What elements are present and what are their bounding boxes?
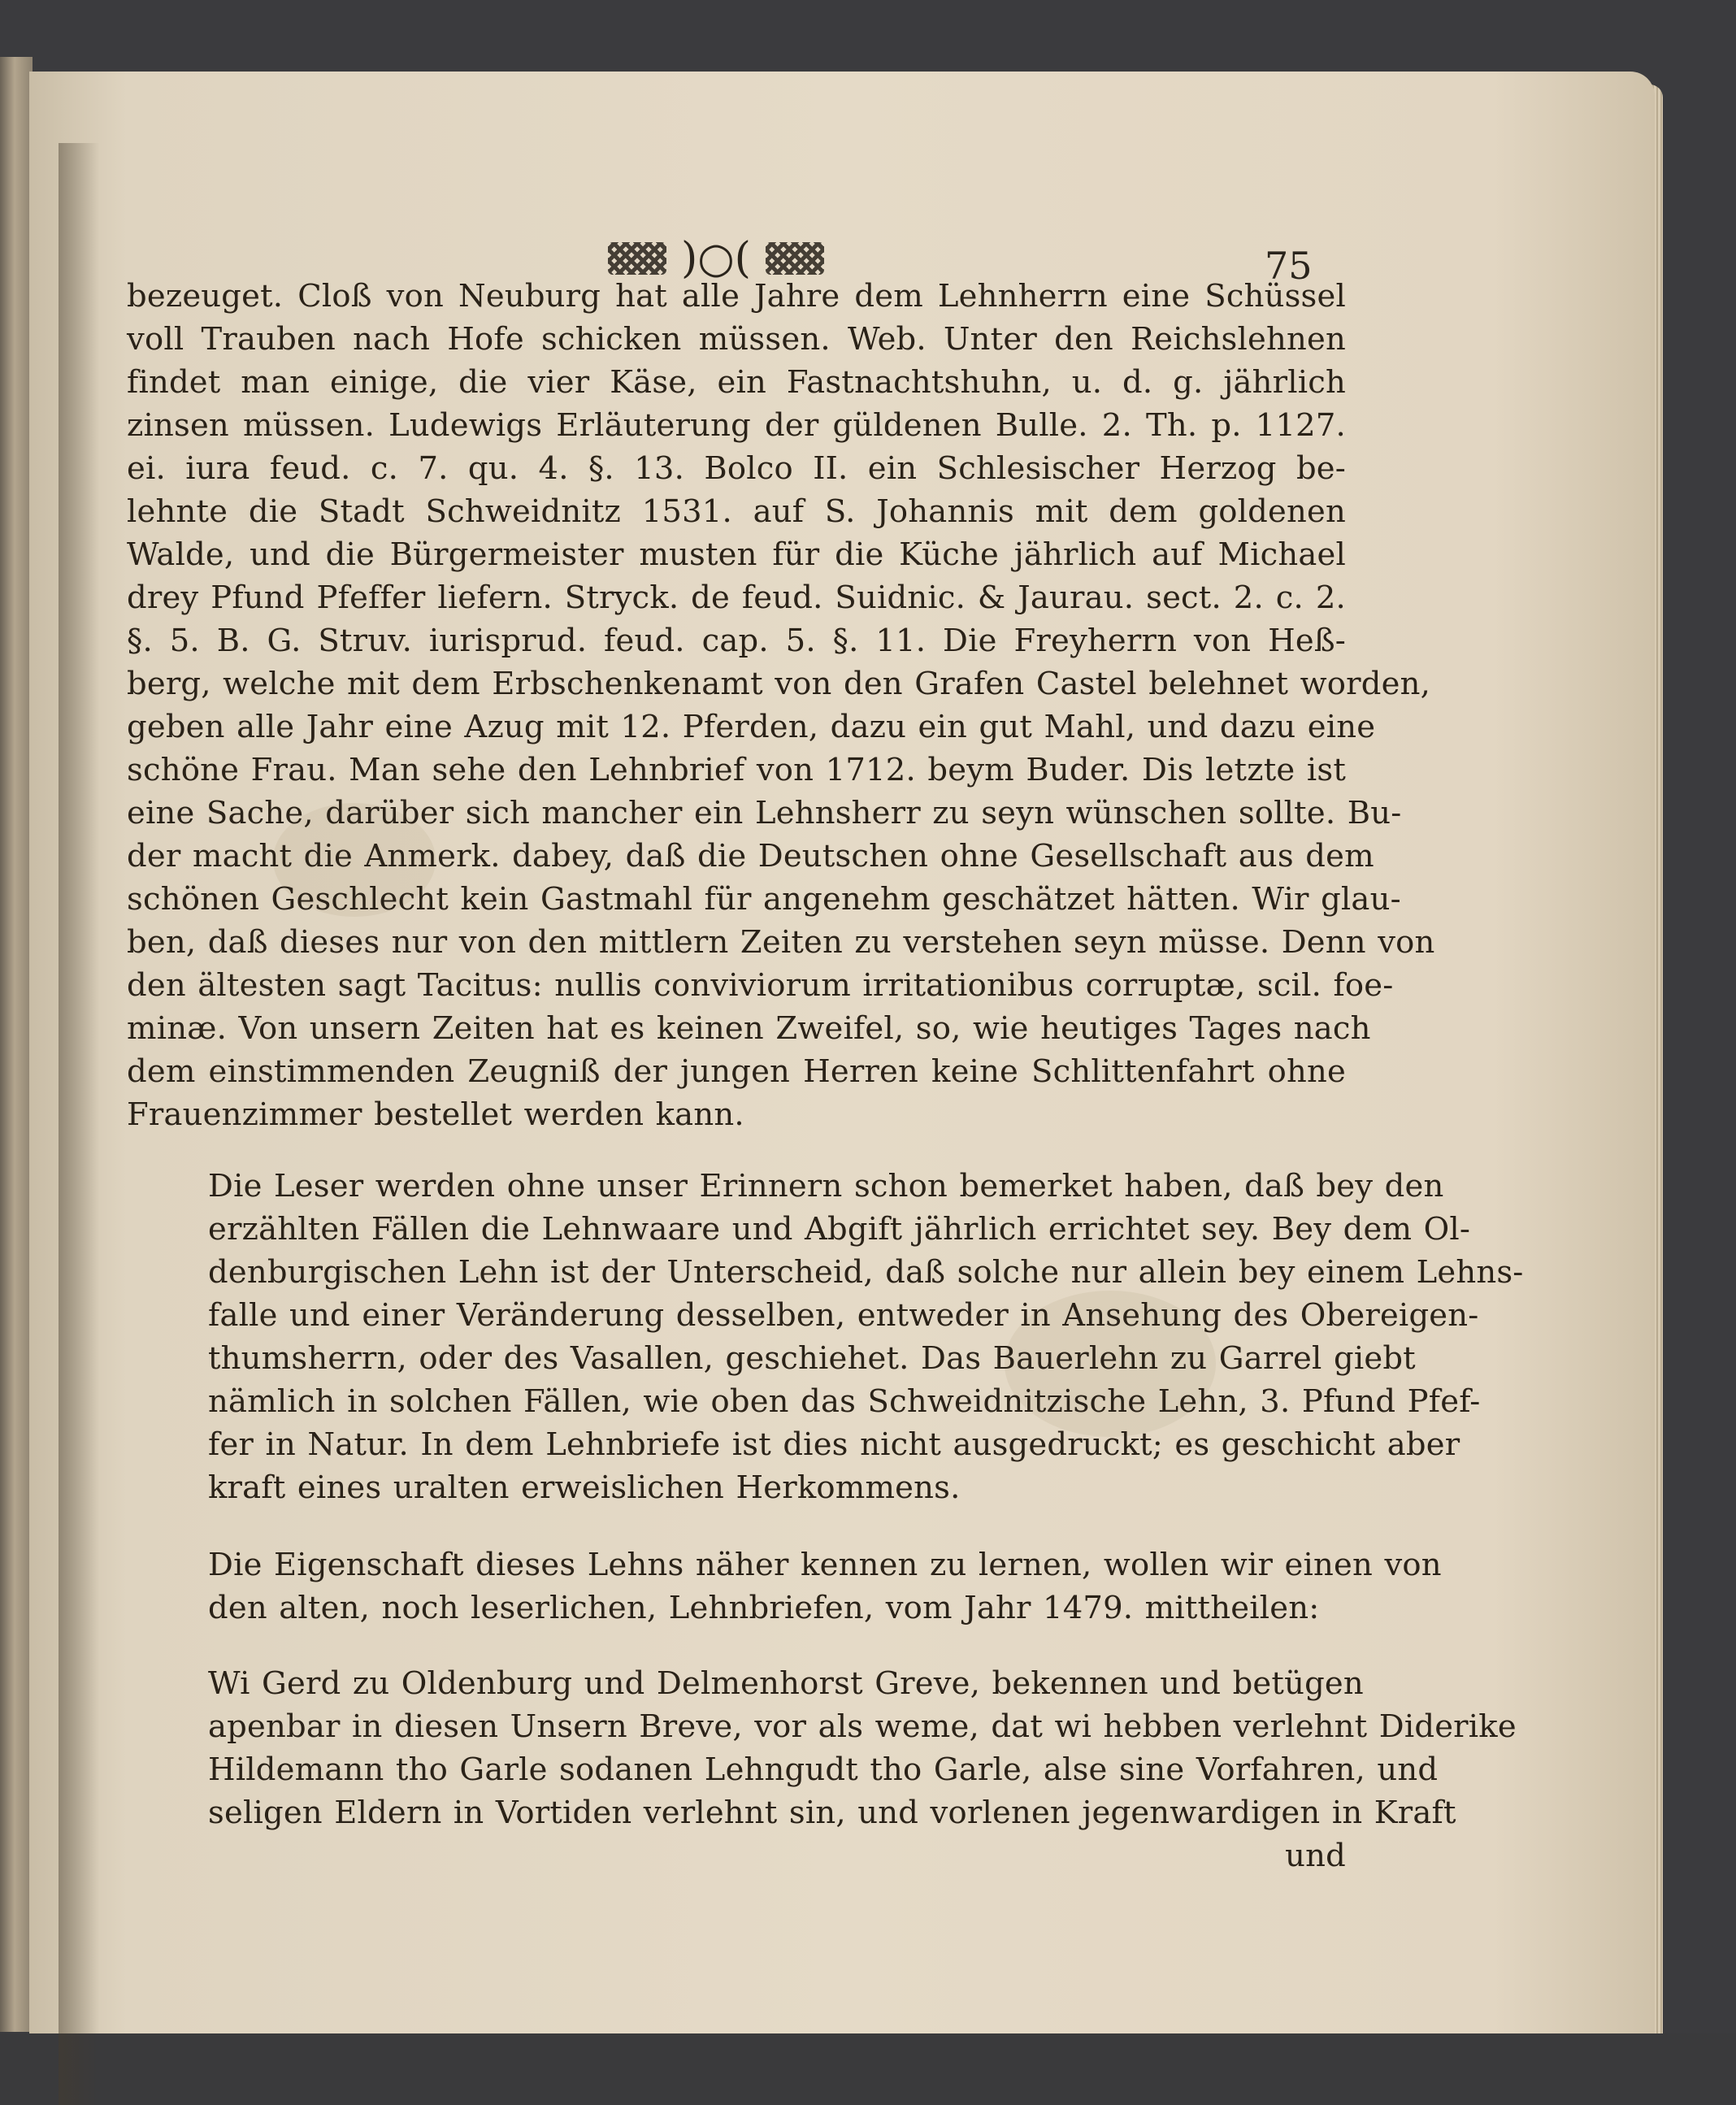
text-line: nämlich in solchen Fällen, wie oben das Schweidnitzische Lehn, 3. Pfund Pfef-	[208, 1383, 1481, 1420]
text-line: lehnte die Stadt Schweidnitz 1531. auf S. Johannis mit dem goldenen	[127, 493, 1346, 530]
text-line: bezeuget. Cloß von Neuburg hat alle Jahre dem Lehnherrn eine Schüssel	[127, 278, 1346, 315]
text-line: den alten, noch leserlichen, Lehnbriefen, vom Jahr 1479. mittheilen:	[208, 1590, 1320, 1626]
catchword: und	[1285, 1838, 1346, 1874]
text-line: minæ. Von unsern Zeiten hat es keinen Zweifel, so, wie heutiges Tages nach	[127, 1010, 1371, 1047]
text-line: Hildemann tho Garle sodanen Lehngudt tho Garle, alse sine Vorfahren, und	[208, 1751, 1439, 1788]
text-line: apenbar in diesen Unsern Breve, vor als weme, dat wi hebben verlehnt Diderike	[208, 1708, 1517, 1745]
text-line: den ältesten sagt Tacitus: nullis conviviorum irritationibus corruptæ, scil. foe-	[127, 967, 1394, 1004]
text-line: Die Eigenschaft dieses Lehns näher kennen zu lernen, wollen wir einen von	[208, 1547, 1442, 1583]
text-line: kraft eines uralten erweislichen Herkommens.	[208, 1469, 961, 1506]
text-line: fer in Natur. In dem Lehnbriefe ist dies nicht ausgedruckt; es geschicht aber	[208, 1426, 1460, 1463]
text-line: schöne Frau. Man sehe den Lehnbrief von 1712. beym Buder. Dis letzte ist	[127, 752, 1346, 788]
paragraph-4	[127, 1662, 1517, 1877]
text-line: voll Trauben nach Hofe schicken müssen. Web. Unter den Reichslehnen	[127, 321, 1346, 358]
ornament-icon	[608, 242, 666, 275]
body-text	[127, 275, 1524, 1877]
text-line: schönen Geschlecht kein Gastmahl für angenehm geschätzet hätten. Wir glau-	[127, 881, 1401, 918]
paragraph-1	[127, 275, 1435, 1136]
text-line: seligen Eldern in Vortiden verlehnt sin, und vorlenen jegenwardigen in Kraft	[208, 1795, 1456, 1831]
text-line: ei. iura feud. c. 7. qu. 4. §. 13. Bolco II. ein Schlesischer Herzog be-	[127, 450, 1346, 487]
text-line: zinsen müssen. Ludewigs Erläuterung der güldenen Bulle. 2. Th. p. 1127.	[127, 407, 1346, 444]
text-line: erzählten Fällen die Lehnwaare und Abgift jährlich errichtet sey. Bey dem Ol-	[208, 1211, 1471, 1248]
text-line: denburgischen Lehn ist der Unterscheid, daß solche nur allein bey einem Lehns-	[208, 1254, 1524, 1291]
text-line: findet man einige, die vier Käse, ein Fastnachtshuhn, u. d. g. jährlich	[127, 364, 1346, 401]
text-line: Wi Gerd zu Oldenburg und Delmenhorst Greve, bekennen und betügen	[208, 1665, 1364, 1702]
text-line: falle und einer Veränderung desselben, entweder in Ansehung des Obereigen-	[208, 1297, 1479, 1334]
text-line: drey Pfund Pfeffer liefern. Stryck. de feud. Suidnic. & Jaurau. sect. 2. c. 2.	[127, 579, 1346, 616]
page-number: 75	[1265, 244, 1313, 288]
text-line: geben alle Jahr eine Azug mit 12. Pferden, dazu ein gut Mahl, und dazu eine	[127, 709, 1376, 745]
ornament-icon	[766, 242, 824, 275]
text-line: Walde, und die Bürgermeister musten für die Küche jährlich auf Michael	[127, 536, 1346, 573]
book-page	[29, 72, 1655, 2033]
text-line: Frauenzimmer bestellet werden kann.	[127, 1096, 744, 1133]
text-line: Die Leser werden ohne unser Erinnern schon bemerket haben, daß bey den	[208, 1168, 1444, 1204]
text-line: eine Sache, darüber sich mancher ein Lehnsherr zu seyn wünschen sollte. Bu-	[127, 795, 1402, 831]
previous-page-edge	[0, 57, 33, 2032]
text-line: §. 5. B. G. Struv. iurisprud. feud. cap. 5. §. 11. Die Freyherrn von Heß-	[127, 623, 1346, 659]
page-spine-shadow	[59, 143, 99, 2105]
paragraph-2	[127, 1165, 1524, 1509]
text-line: der macht die Anmerk. dabey, daß die Deutschen ohne Gesellschaft aus dem	[127, 838, 1374, 875]
header-mark: )○(	[681, 234, 751, 283]
text-line: ben, daß dieses nur von den mittlern Zeiten zu verstehen seyn müsse. Denn von	[127, 924, 1435, 961]
text-line: berg, welche mit dem Erbschenkenamt von den Grafen Castel belehnet worden,	[127, 666, 1431, 702]
text-line: dem einstimmenden Zeugniß der jungen Herren keine Schlittenfahrt ohne	[127, 1053, 1346, 1090]
paragraph-3	[127, 1543, 1442, 1630]
text-line: thumsherrn, oder des Vasallen, geschiehet. Das Bauerlehn zu Garrel giebt	[208, 1340, 1416, 1377]
